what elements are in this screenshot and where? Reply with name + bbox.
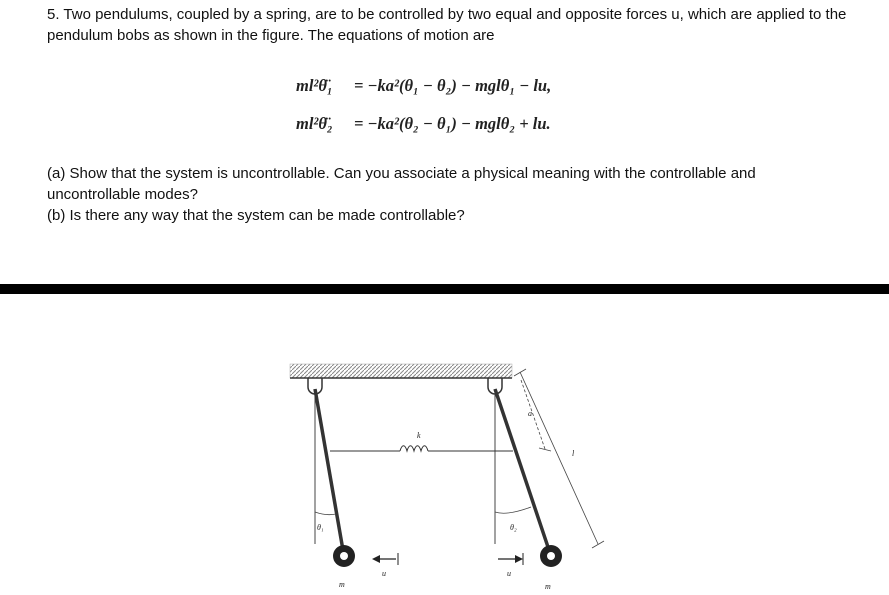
equation-1-lhs: ml²θ̈₁ xyxy=(296,76,333,95)
angle-label-theta1: θ₁ xyxy=(317,523,324,532)
section-divider xyxy=(0,284,889,294)
spring-coil xyxy=(400,446,428,451)
ceiling-hatch xyxy=(290,364,512,378)
offset-label-a: a xyxy=(528,409,532,418)
angle-label-theta2: θ₂ xyxy=(510,523,517,532)
equation-1-rhs: = −ka²(θ₁ − θ₂) − mglθ₁ − lu, xyxy=(354,76,552,95)
length-dim-tick-top xyxy=(514,369,526,376)
equation-1 xyxy=(296,71,551,109)
left-force-arrowhead xyxy=(372,555,380,563)
offset-dimension-line xyxy=(521,380,545,449)
question-a: (a) Show that the system is uncontrollable. Can you associate a physical meaning with the controllable and uncontrollable modes? xyxy=(47,165,756,203)
questions xyxy=(47,163,837,226)
force-label-u-left: u xyxy=(382,569,386,578)
equations-of-motion xyxy=(296,71,551,147)
equation-2-lhs: ml²θ̈₂ xyxy=(296,114,333,133)
equation-2 xyxy=(296,109,551,147)
coupled-pendulums-figure xyxy=(0,294,889,595)
length-dim-tick-bottom xyxy=(592,541,604,548)
force-label-u-right: u xyxy=(507,569,511,578)
equation-2-rhs: = −ka²(θ₂ − θ₁) − mglθ₂ + lu. xyxy=(354,114,551,133)
right-bob-center xyxy=(547,552,555,560)
length-label-l: l xyxy=(572,449,575,458)
length-dimension-line xyxy=(520,372,598,544)
mass-label-left: m xyxy=(339,580,345,589)
question-b: (b) Is there any way that the system can be made controllable? xyxy=(47,207,465,224)
problem-statement: 5. Two pendulums, coupled by a spring, are to be controlled by two equal and opposite forces u, which are applied to the pendulum bobs as shown in the figure. The equations of motion are xyxy=(47,6,847,44)
left-bob-center xyxy=(340,552,348,560)
left-angle-arc xyxy=(315,512,336,515)
mass-label-right: m xyxy=(545,582,551,591)
spring-label-k: k xyxy=(417,431,421,440)
right-force-arrowhead xyxy=(515,555,523,563)
right-angle-arc xyxy=(495,507,531,513)
right-rod xyxy=(495,389,551,556)
